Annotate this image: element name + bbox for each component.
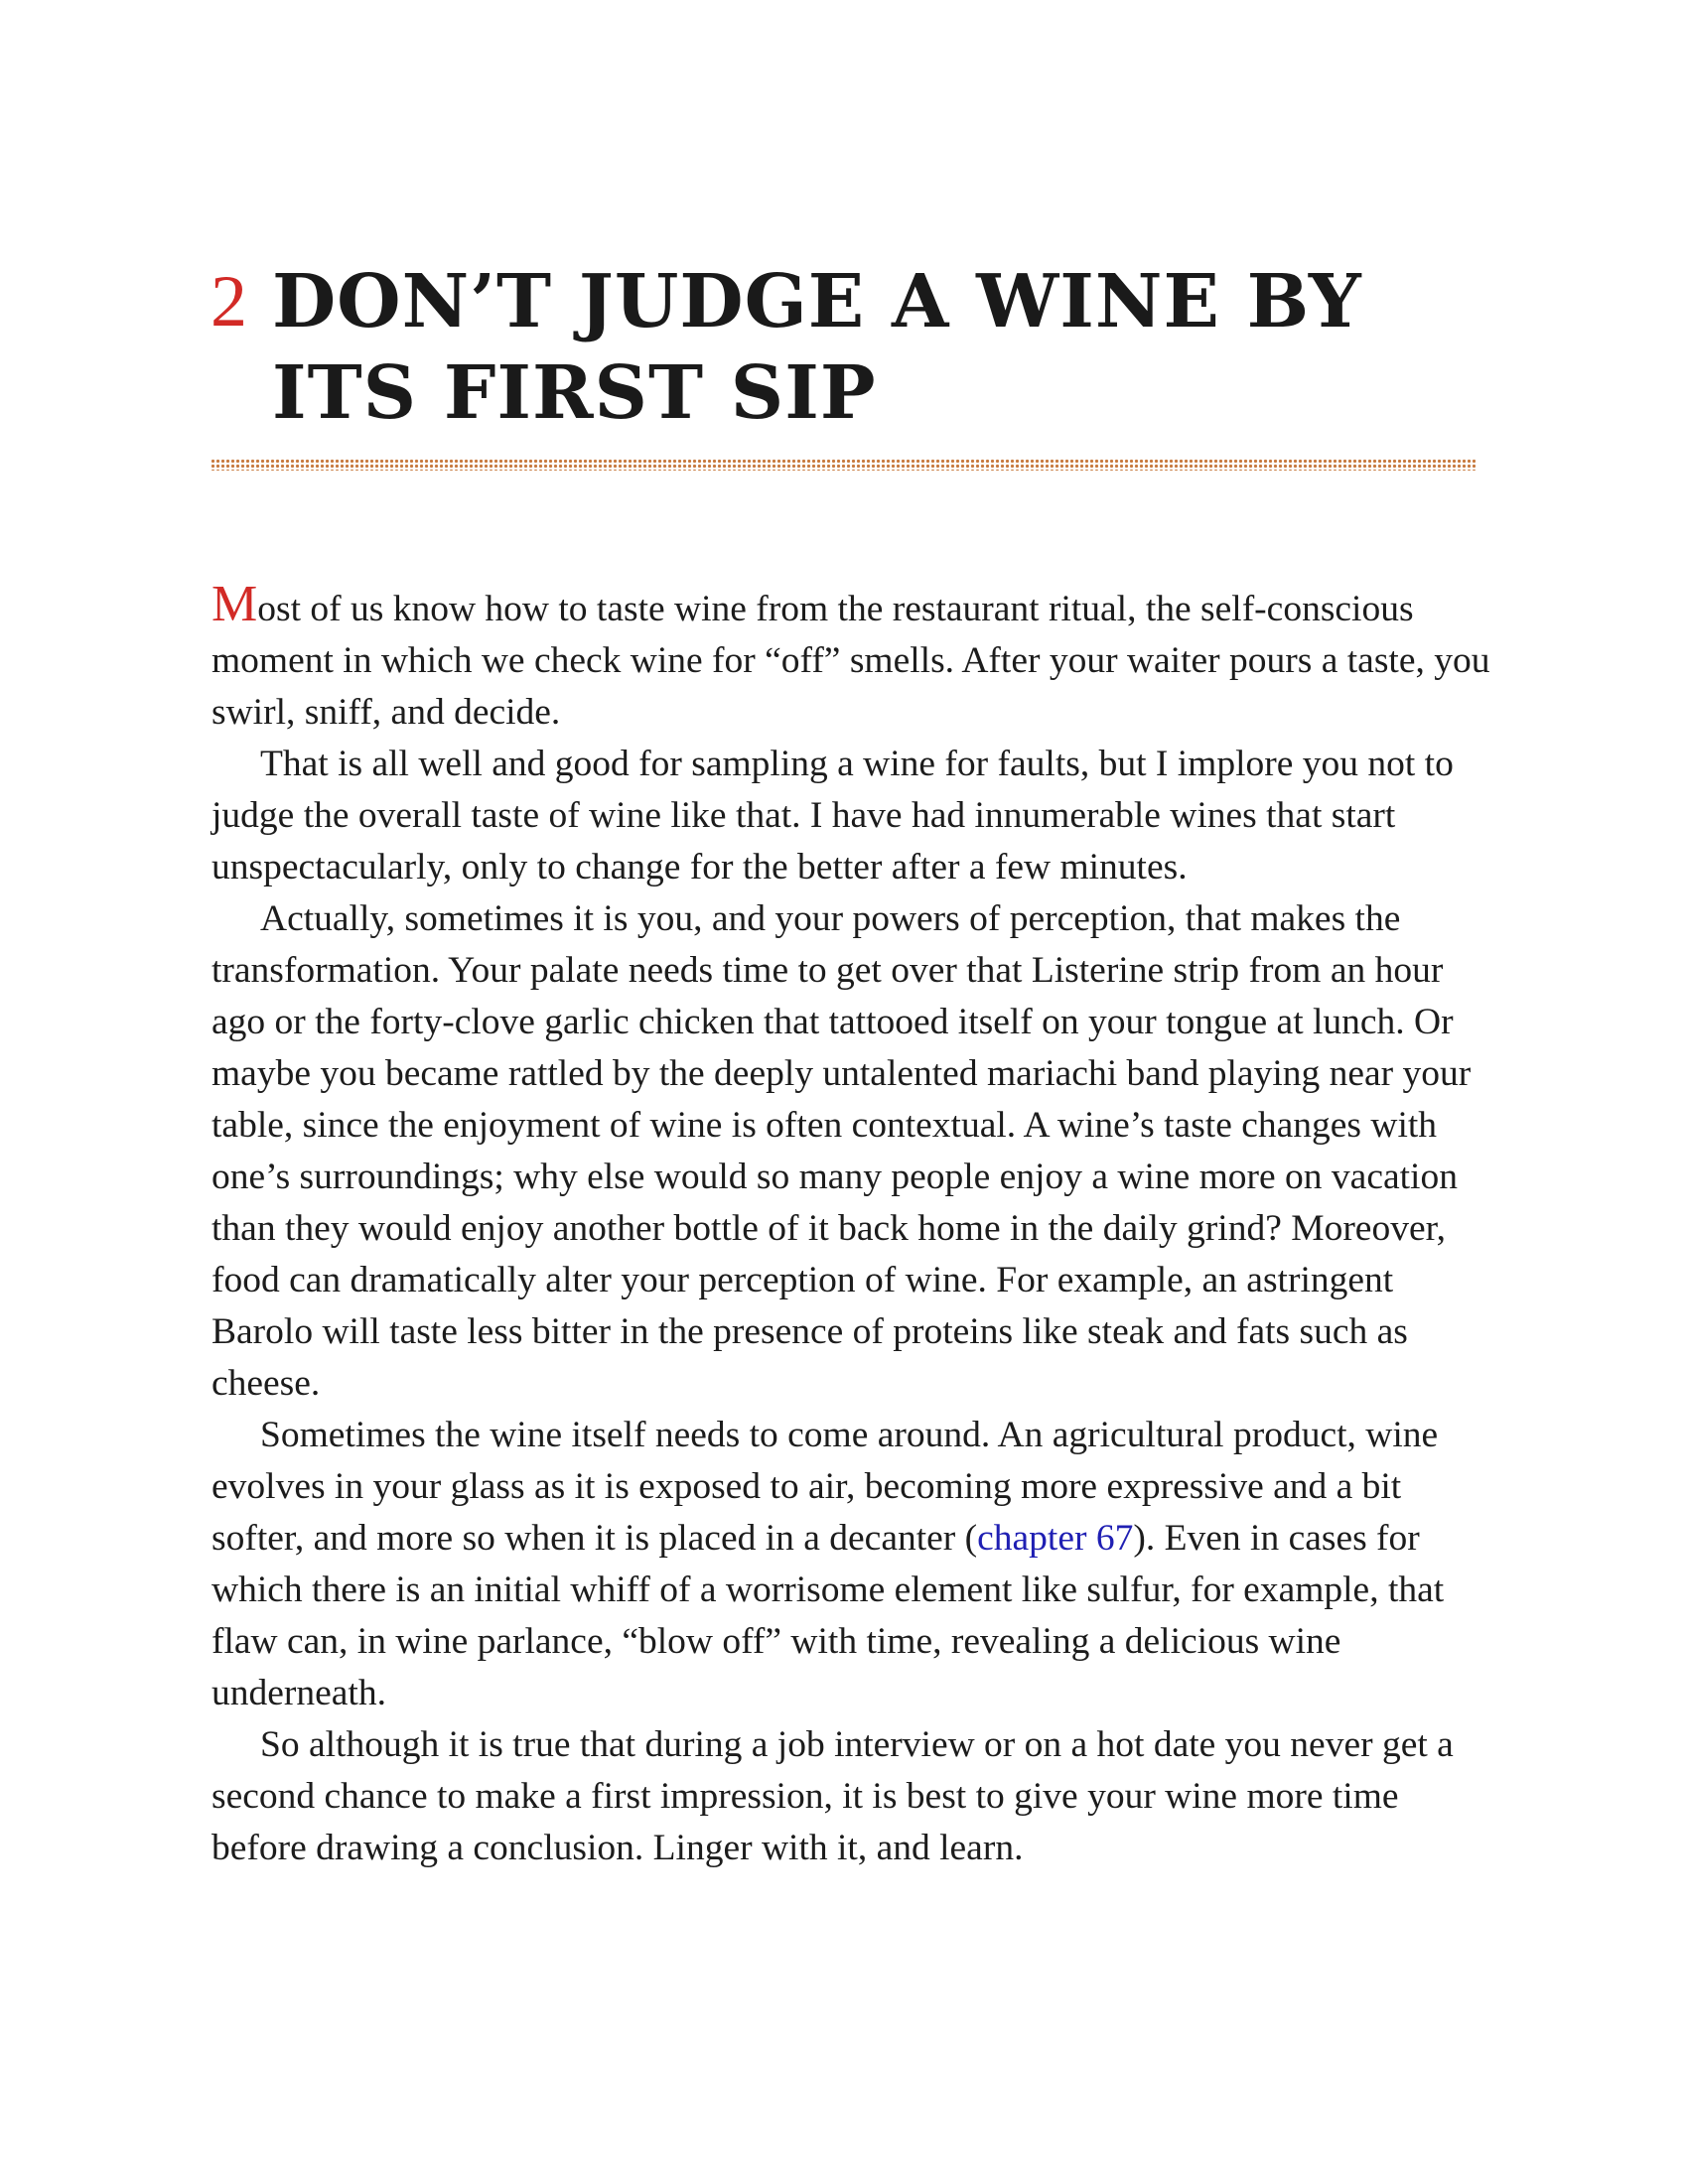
paragraph-4-text-before: Sometimes the wine itself needs to come around. An agricultural product, wine evolves in your glass as it is exposed to air, becoming more expressive and a bit softer, and more so when it is placed in a decanter ( (211, 1415, 1439, 1559)
paragraph-5: So although it is true that during a job interview or on a hot date you never get a second chance to make a first impression, it is best to give your wine more time before drawing a conclusion. Linger with it, and learn. (211, 1724, 1454, 1868)
paragraph-4 (211, 1410, 1492, 1719)
dotted-divider (211, 459, 1476, 471)
chapter-number: 2 (211, 261, 248, 342)
paragraph-1-text: ost of us know how to taste wine from the restaurant ritual, the self-conscious moment in which we check wine for “off” smells. After your waiter pours a taste, you swirl, sniff, and decide. (211, 589, 1490, 733)
paragraph-4-text-after: ). Even in cases for which there is an initial whiff of a worrisome element like sulfur, for example, that flaw can, in wine parlance, “blow off” with time, revealing a delicious wine underneath. (211, 1518, 1445, 1713)
chapter-heading (211, 256, 1481, 439)
chapter-title: DON’T JUDGE A WINE BY ITS FIRST SIP (272, 259, 1362, 436)
chapter-67-link[interactable]: chapter 67 (977, 1518, 1134, 1559)
paragraph-3: Actually, sometimes it is you, and your powers of perception, that makes the transformation. Your palate needs time to get over that Listerine strip from an hour ago or the forty-clove garlic chicken that tattooed itself on your tongue at lunch. Or maybe you became rattled by the deeply untalented mariachi band playing near your table, since the enjoyment of wine is often contextual. A wine’s taste changes with one’s surroundings; why else would so many people enjoy a wine more on vacation than they would enjoy another bottle of it back home in the daily grind? Moreover, food can dramatically alter your perception of wine. For example, an astringent Barolo will taste less bitter in the presence of proteins like steak and fats such as cheese. (211, 898, 1472, 1404)
chapter-body (211, 576, 1492, 1874)
paragraph-2: That is all well and good for sampling a wine for faults, but I implore you not to judge the overall taste of wine like that. I have had innumerable wines that start unspectacularly, only to change for the better after a few minutes. (211, 744, 1454, 887)
paragraph-1 (211, 576, 1492, 739)
drop-cap: M (211, 576, 258, 632)
